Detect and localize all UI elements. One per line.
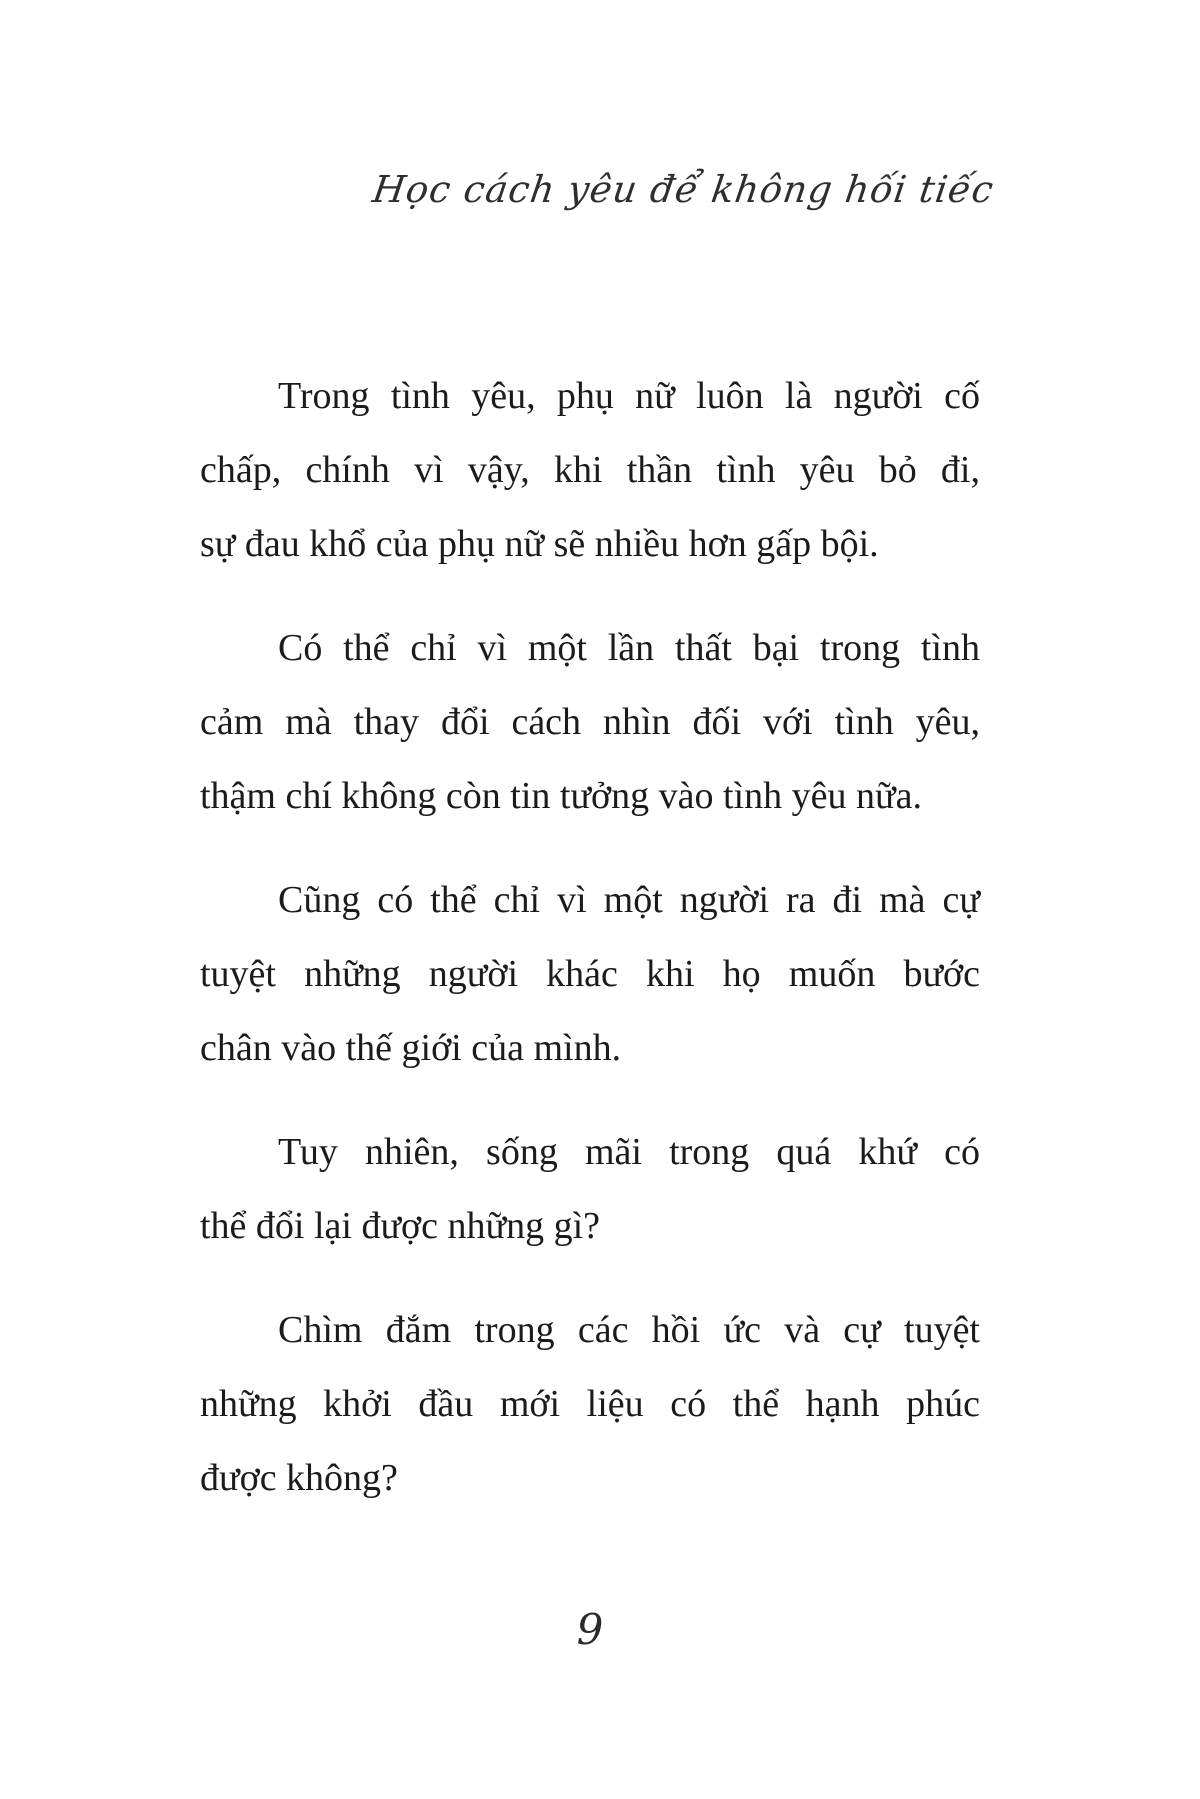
body-line: Chìm đắm trong các hồi ức và cự tuyệt bbox=[278, 1309, 980, 1351]
body-line: Cũng có thể chỉ vì một người ra đi mà cự bbox=[278, 879, 980, 921]
running-header-title: Học cách yêu để không hối tiếc bbox=[370, 168, 998, 211]
body-text bbox=[200, 359, 980, 1545]
paragraph bbox=[200, 359, 980, 581]
paragraph bbox=[200, 863, 980, 1085]
paragraph bbox=[200, 1293, 980, 1515]
body-line: thể đổi lại được những gì? bbox=[200, 1205, 601, 1247]
body-line: những khởi đầu mới liệu có thể hạnh phúc bbox=[200, 1383, 980, 1425]
paragraph bbox=[200, 611, 980, 833]
body-line: tuyệt những người khác khi họ muốn bước bbox=[200, 953, 980, 995]
body-line: Có thể chỉ vì một lần thất bại trong tình bbox=[278, 627, 980, 669]
paragraph bbox=[200, 1115, 980, 1263]
body-line: chân vào thế giới của mình. bbox=[200, 1027, 622, 1069]
body-line: cảm mà thay đổi cách nhìn đối với tình yêu, bbox=[200, 701, 980, 743]
body-line: được không? bbox=[200, 1457, 398, 1499]
body-line: thậm chí không còn tin tưởng vào tình yêu nữa. bbox=[200, 775, 922, 817]
body-line: chấp, chính vì vậy, khi thần tình yêu bỏ đi, bbox=[200, 449, 980, 491]
page-number: 9 bbox=[576, 1605, 604, 1654]
body-line: sự đau khổ của phụ nữ sẽ nhiều hơn gấp bội. bbox=[200, 523, 879, 565]
body-line: Trong tình yêu, phụ nữ luôn là người cố bbox=[278, 375, 980, 417]
body-line: Tuy nhiên, sống mãi trong quá khứ có bbox=[278, 1131, 980, 1173]
